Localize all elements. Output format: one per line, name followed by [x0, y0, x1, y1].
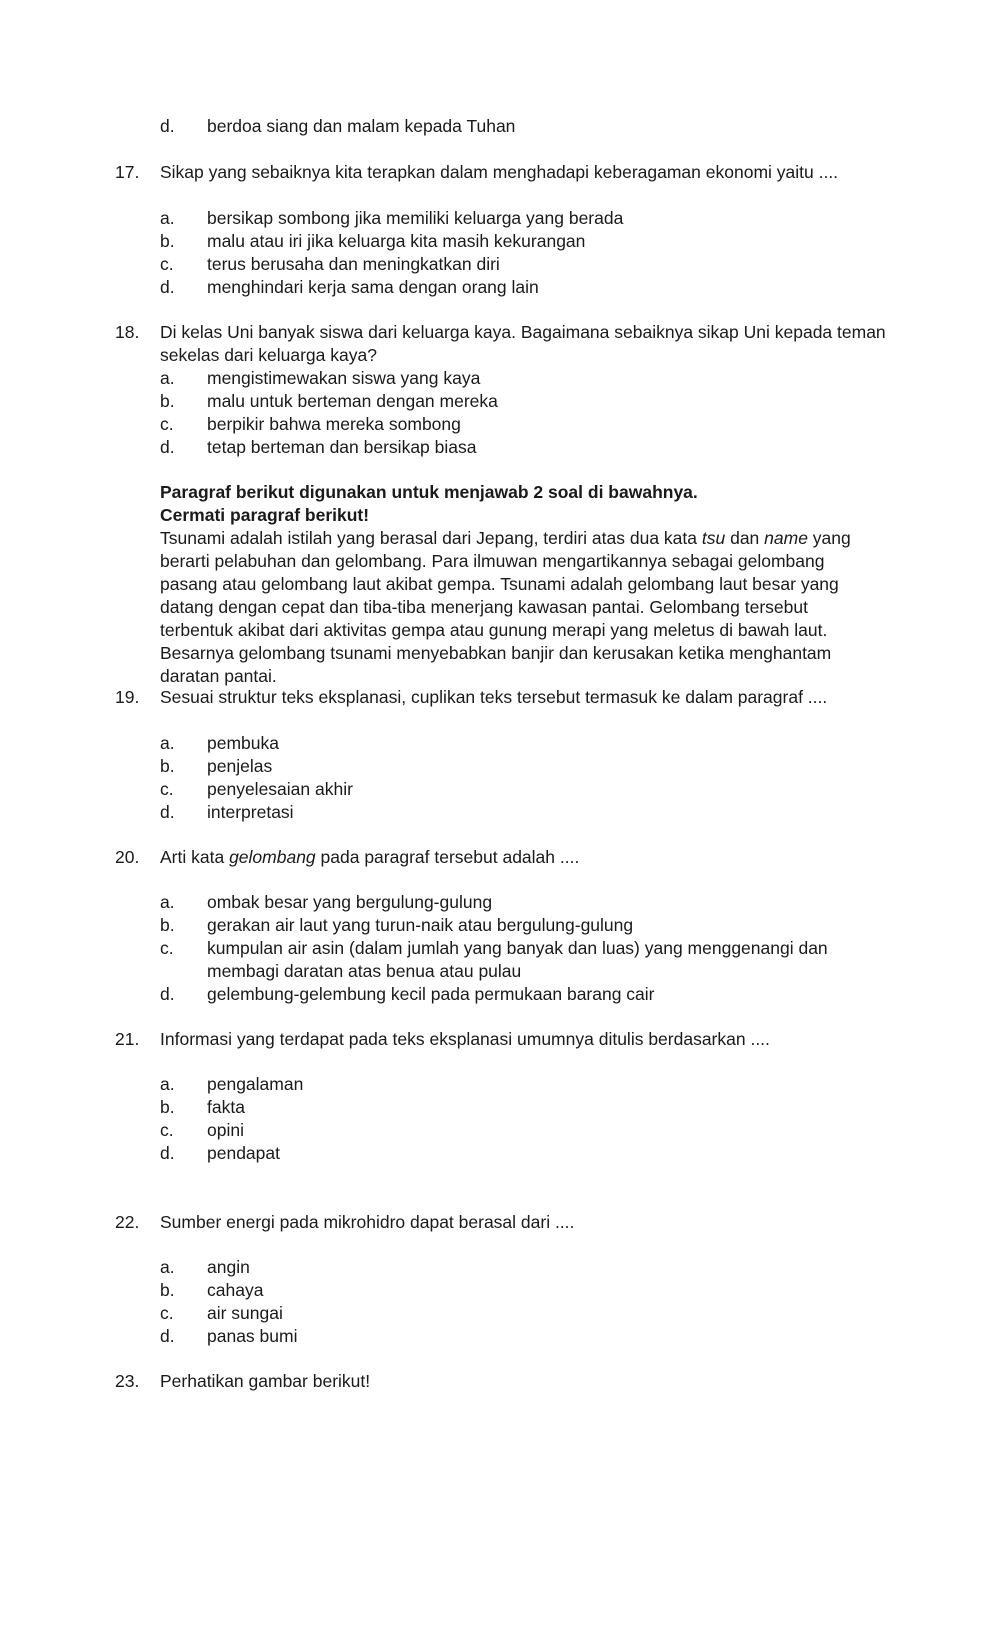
- option-letter: d.: [160, 1143, 175, 1163]
- option-text: pengalaman: [207, 1074, 304, 1094]
- option-text: bersikap sombong jika memiliki keluarga yang berada: [207, 208, 624, 228]
- option-text: pendapat: [207, 1143, 280, 1163]
- option-text: opini: [207, 1120, 244, 1140]
- option-letter: b.: [160, 231, 175, 251]
- option-text: berdoa siang dan malam kepada Tuhan: [207, 116, 516, 136]
- question-text: Sumber energi pada mikrohidro dapat berasal dari ....: [160, 1212, 575, 1232]
- question-text-cont: sekelas dari keluarga kaya?: [160, 345, 377, 365]
- option-letter: d.: [160, 116, 175, 136]
- option-letter: c.: [160, 414, 174, 434]
- option-text-cont: membagi daratan atas benua atau pulau: [207, 961, 522, 981]
- option-text: gerakan air laut yang turun-naik atau bergulung-gulung: [207, 915, 634, 935]
- question-number: 20.: [115, 847, 140, 867]
- option-letter: d.: [160, 802, 175, 822]
- option-letter: a.: [160, 368, 175, 388]
- question-text: Perhatikan gambar berikut!: [160, 1371, 371, 1391]
- option-letter: a.: [160, 1257, 175, 1277]
- question-number: 18.: [115, 322, 140, 342]
- option-letter: b.: [160, 1097, 175, 1117]
- question-text-part: pada paragraf tersebut adalah ....: [315, 847, 580, 867]
- question-number: 17.: [115, 162, 140, 182]
- option-letter: b.: [160, 915, 175, 935]
- option-text: interpretasi: [207, 802, 294, 822]
- option-text: gelembung-gelembung kecil pada permukaan barang cair: [207, 984, 655, 1004]
- question-number: 21.: [115, 1029, 140, 1049]
- option-text: mengistimewakan siswa yang kaya: [207, 368, 481, 388]
- option-text: berpikir bahwa mereka sombong: [207, 414, 461, 434]
- option-letter: d.: [160, 984, 175, 1004]
- option-letter: c.: [160, 938, 174, 958]
- question-text-part: Arti kata: [160, 847, 230, 867]
- option-letter: b.: [160, 756, 175, 776]
- question-number: 22.: [115, 1212, 140, 1232]
- option-letter: c.: [160, 1303, 174, 1323]
- question-number: 23.: [115, 1371, 140, 1391]
- option-letter: c.: [160, 1120, 174, 1140]
- question-text: Informasi yang terdapat pada teks eksplanasi umumnya ditulis berdasarkan ....: [160, 1029, 770, 1049]
- option-letter: d.: [160, 1326, 175, 1346]
- option-letter: a.: [160, 208, 175, 228]
- passage-line: datang dengan cepat dan tiba-tiba menerjang kawasan pantai. Gelombang tersebut: [160, 597, 808, 617]
- question-text: Sesuai struktur teks eksplanasi, cuplikan teks tersebut termasuk ke dalam paragraf ....: [160, 687, 828, 707]
- option-text: kumpulan air asin (dalam jumlah yang banyak dan luas) yang menggenangi dan: [207, 938, 828, 958]
- question-text: Sikap yang sebaiknya kita terapkan dalam menghadapi keberagaman ekonomi yaitu ....: [160, 162, 839, 182]
- option-text: penyelesaian akhir: [207, 779, 353, 799]
- passage-line: daratan pantai.: [160, 666, 277, 686]
- passage-text: yang: [807, 528, 851, 548]
- option-letter: b.: [160, 1280, 175, 1300]
- option-text: angin: [207, 1257, 250, 1277]
- option-text: menghindari kerja sama dengan orang lain: [207, 277, 539, 297]
- option-text: penjelas: [207, 756, 273, 776]
- passage-line: Besarnya gelombang tsunami menyebabkan banjir dan kerusakan ketika menghantam: [160, 643, 832, 663]
- option-text: ombak besar yang bergulung-gulung: [207, 892, 493, 912]
- option-letter: a.: [160, 892, 175, 912]
- option-letter: d.: [160, 277, 175, 297]
- passage-line: [160, 526, 880, 550]
- option-letter: c.: [160, 254, 174, 274]
- option-text: fakta: [207, 1097, 245, 1117]
- option-letter: a.: [160, 1074, 175, 1094]
- question-term: gelombang: [229, 847, 316, 867]
- question-text: [160, 845, 579, 869]
- passage-heading: Paragraf berikut digunakan untuk menjawab 2 soal di bawahnya.: [160, 482, 698, 502]
- option-text: panas bumi: [207, 1326, 298, 1346]
- option-text: terus berusaha dan meningkatkan diri: [207, 254, 500, 274]
- passage-term: tsu: [701, 528, 726, 548]
- option-text: air sungai: [207, 1303, 283, 1323]
- option-text: tetap berteman dan bersikap biasa: [207, 437, 477, 457]
- option-letter: d.: [160, 437, 175, 457]
- option-text: pembuka: [207, 733, 279, 753]
- passage-term: name: [764, 528, 808, 548]
- option-text: cahaya: [207, 1280, 264, 1300]
- passage-text: Tsunami adalah istilah yang berasal dari Jepang, terdiri atas dua kata: [160, 528, 702, 548]
- option-letter: c.: [160, 779, 174, 799]
- option-letter: b.: [160, 391, 175, 411]
- passage-instruction: Cermati paragraf berikut!: [160, 505, 370, 525]
- passage-line: berarti pelabuhan dan gelombang. Para ilmuwan mengartikannya sebagai gelombang: [160, 551, 825, 571]
- option-text: malu atau iri jika keluarga kita masih kekurangan: [207, 231, 586, 251]
- option-text: malu untuk berteman dengan mereka: [207, 391, 498, 411]
- passage-line: pasang atau gelombang laut akibat gempa. Tsunami adalah gelombang laut besar yang: [160, 574, 839, 594]
- option-letter: a.: [160, 733, 175, 753]
- question-text: Di kelas Uni banyak siswa dari keluarga kaya. Bagaimana sebaiknya sikap Uni kepada teman: [160, 322, 886, 342]
- passage-line: terbentuk akibat dari aktivitas gempa atau gunung merapi yang meletus di bawah laut.: [160, 620, 828, 640]
- question-number: 19.: [115, 687, 140, 707]
- passage-text: dan: [725, 528, 765, 548]
